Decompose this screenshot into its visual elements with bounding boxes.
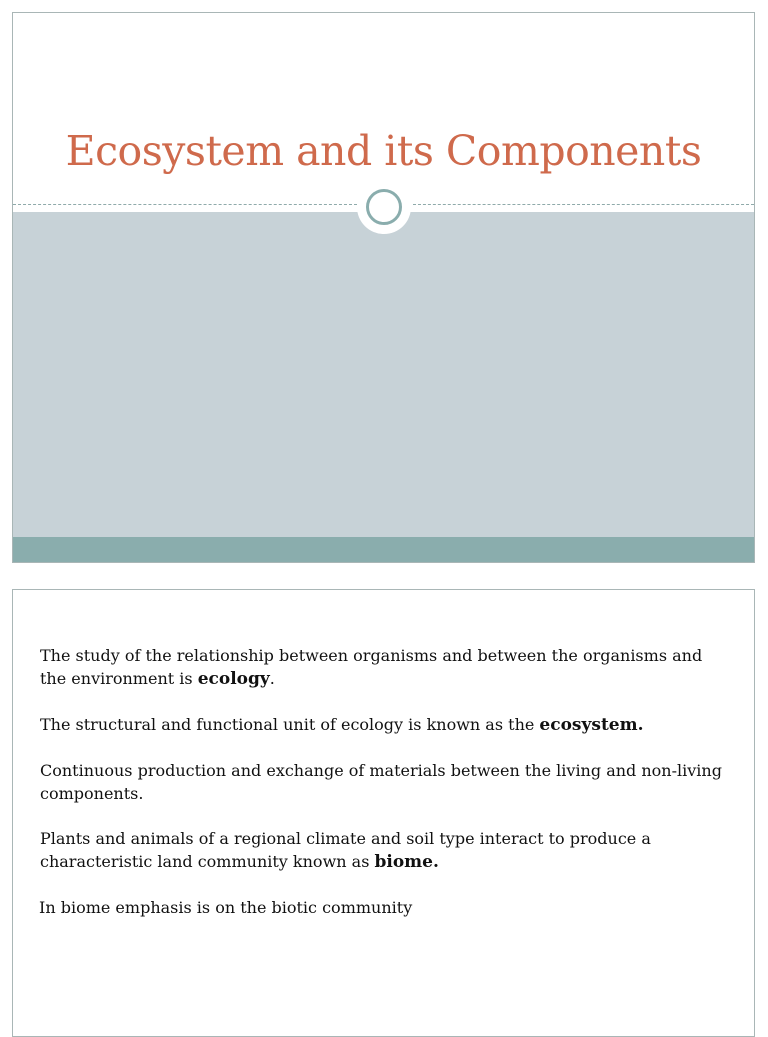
slide-body xyxy=(40,644,730,941)
paragraph-tail: . xyxy=(269,669,275,688)
paragraph-exchange xyxy=(40,759,730,805)
paragraph-text: The study of the relationship between organisms and between the organisms and the environment is xyxy=(40,646,703,688)
title-area xyxy=(13,13,754,203)
slide-title: Ecosystem and its Components xyxy=(65,127,702,175)
divider-line-right xyxy=(413,204,754,205)
paragraph-text: Plants and animals of a regional climate and soil type interact to produce a characteristic land community known as xyxy=(40,829,651,871)
subtitle-panel xyxy=(13,212,754,537)
paragraph-biome xyxy=(40,827,730,874)
ornament-inner-ring xyxy=(366,189,402,225)
term-ecology: ecology xyxy=(197,669,270,689)
term-ecosystem: ecosystem. xyxy=(539,715,644,735)
paragraph-ecosystem xyxy=(40,713,730,737)
paragraph-text: The structural and functional unit of ecology is known as the xyxy=(40,715,540,734)
circle-ring-icon xyxy=(357,180,411,234)
title-slide xyxy=(12,12,755,563)
term-biome: biome. xyxy=(374,852,439,872)
paragraph-biotic xyxy=(39,896,730,919)
paragraph-text: In biome emphasis is on the biotic community xyxy=(39,898,413,917)
paragraph-text: Continuous production and exchange of materials between the living and non-living components. xyxy=(40,761,722,803)
divider-line-left xyxy=(13,204,357,205)
footer-accent-bar xyxy=(13,537,754,563)
paragraph-ecology xyxy=(40,644,730,691)
content-slide xyxy=(12,589,755,1037)
